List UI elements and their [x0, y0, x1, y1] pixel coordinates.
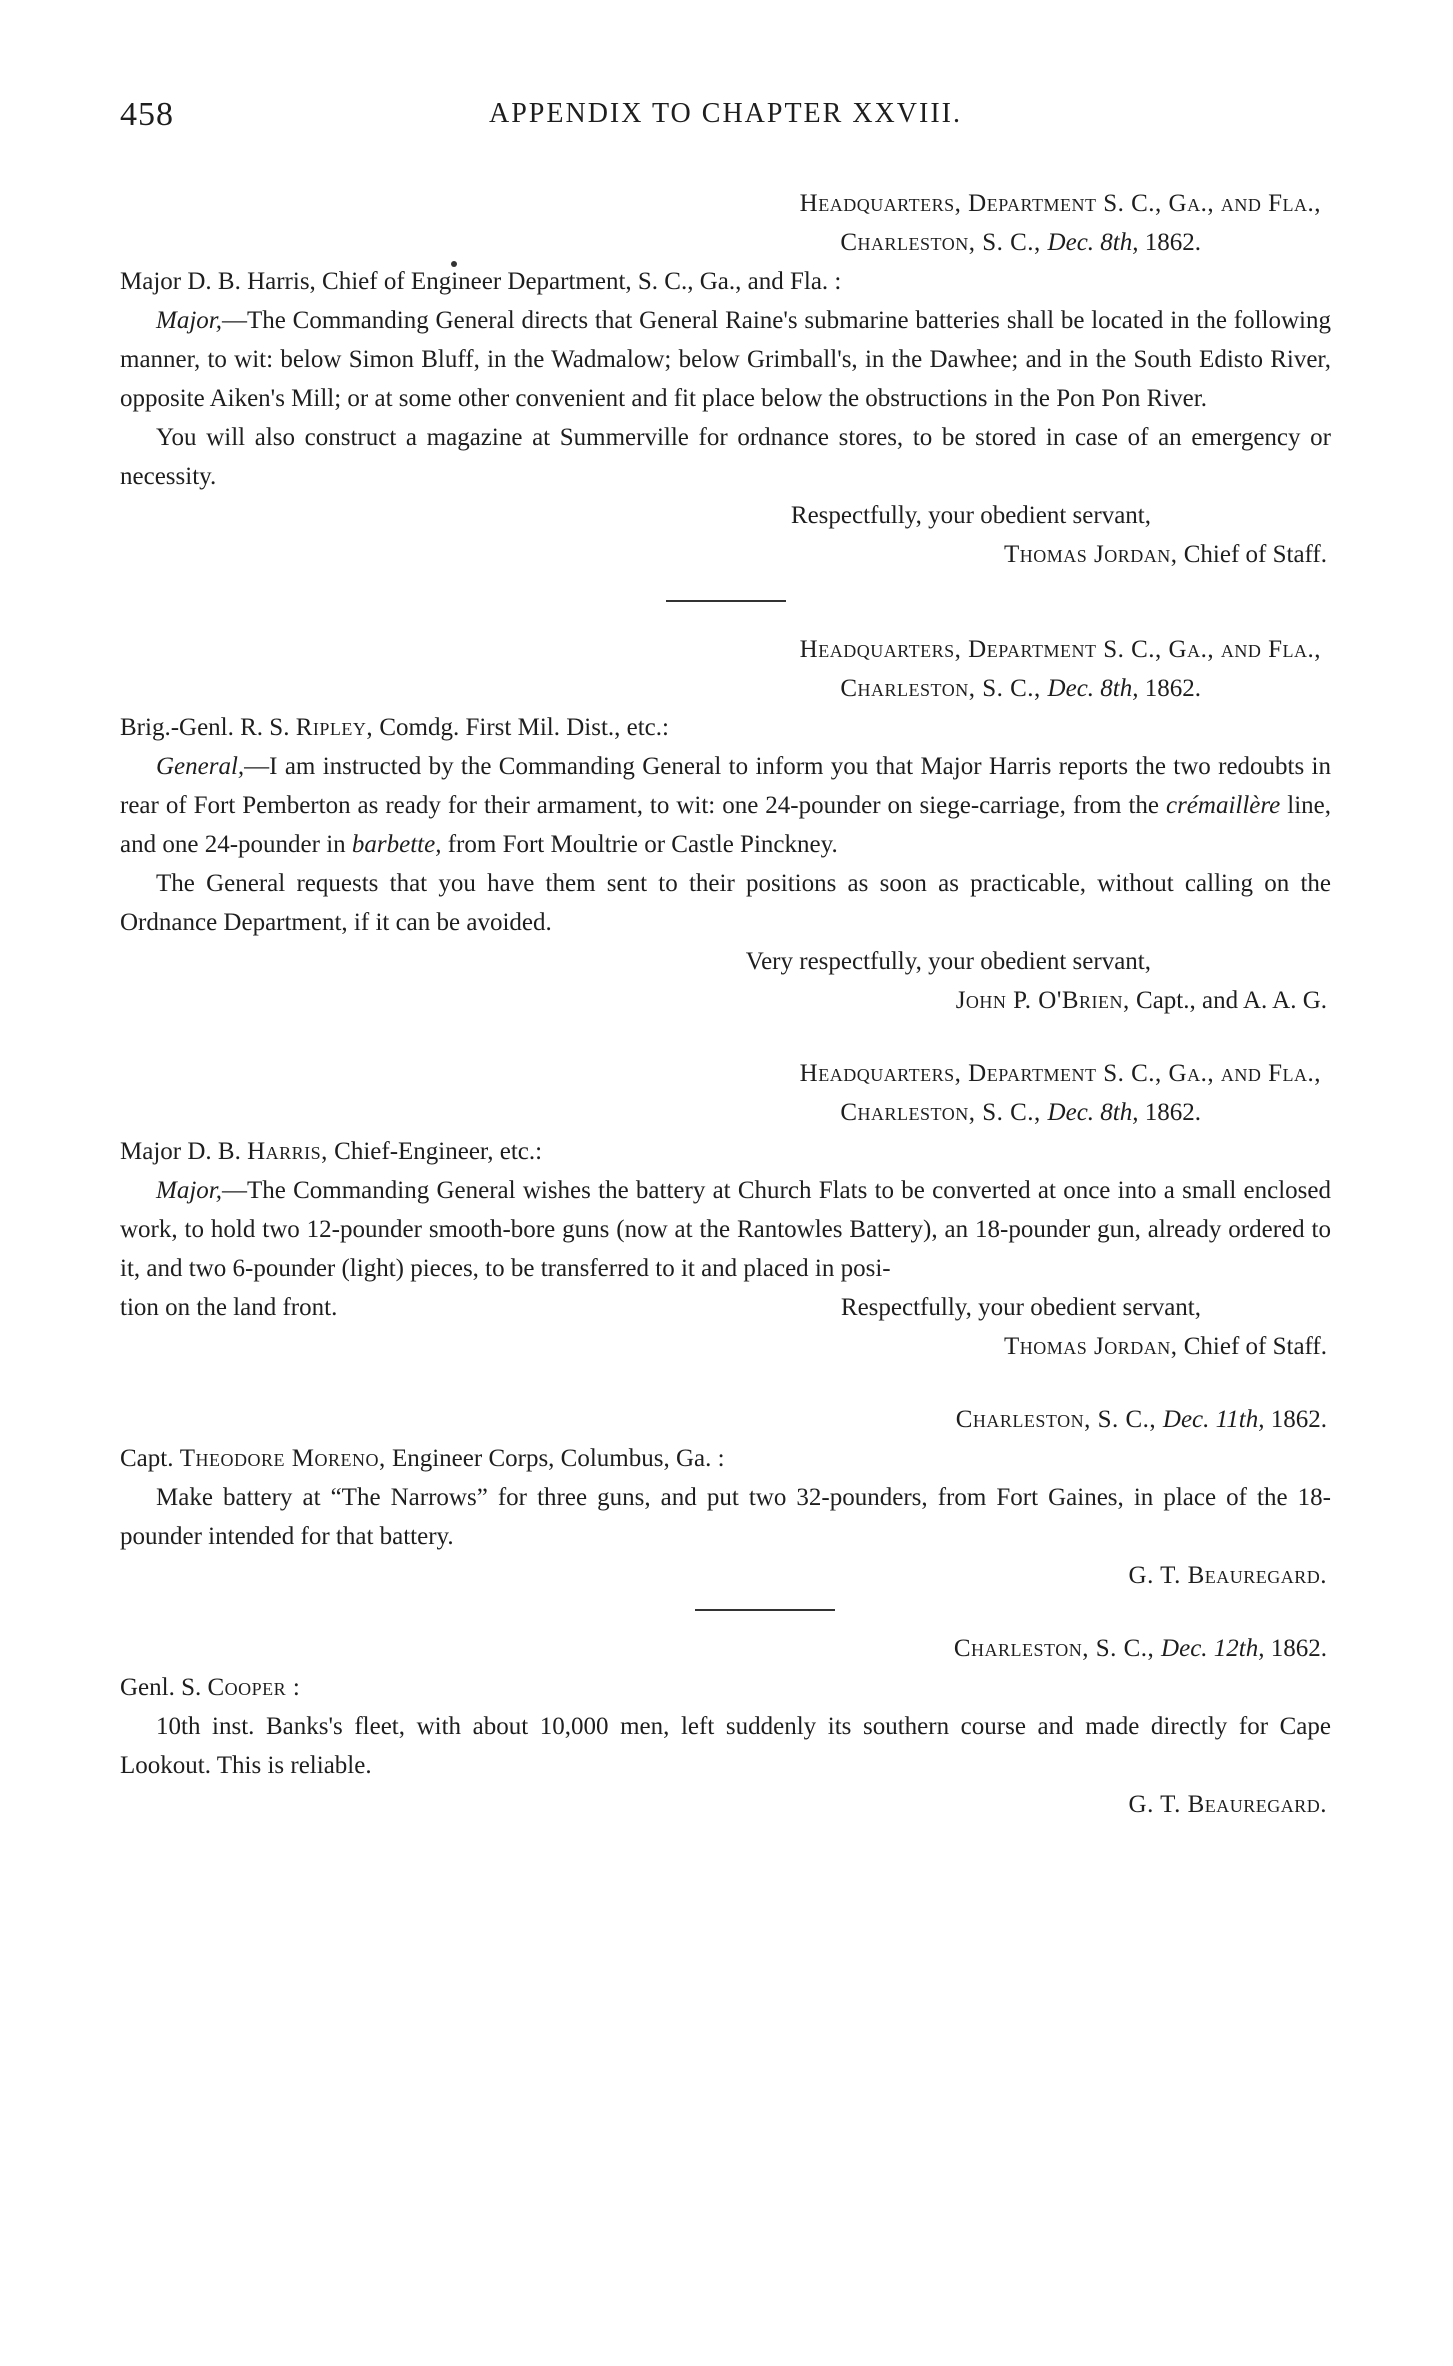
letter-addressee: Major D. B. Harris, Chief of Engineer Department, S. C., Ga., and Fla. :	[120, 268, 842, 295]
letter-signature: G. T. Beauregard.	[1128, 1791, 1327, 1818]
letter-place-date: Charleston, S. C., Dec. 8th, 1862.	[840, 229, 1201, 256]
section-gap	[120, 1366, 1331, 1400]
letter-3	[120, 1054, 1331, 1366]
letter-place-date: Charleston, S. C., Dec. 8th, 1862.	[840, 1099, 1201, 1126]
letter-5	[120, 1629, 1331, 1824]
letter-closing: Respectfully, your obedient servant,	[840, 1294, 1201, 1321]
section-gap	[120, 1020, 1331, 1054]
letter-body: General,—I am instructed by the Commanding General to inform you that Major Harris reports the two redoubts in rear of Fort Pemberton as ready for their armament, to wit: one 24-pounder on siege-carriage, from the crémaillère line, and one 24-pounder in barbette, from Fort Moultrie or Castle Pinckney.	[120, 753, 1331, 858]
letter-body-end: tion on the land front.	[120, 1294, 338, 1321]
letter-signature: Thomas Jordan, Chief of Staff.	[1003, 541, 1327, 568]
letter-signature: Thomas Jordan, Chief of Staff.	[1003, 1333, 1327, 1360]
letter-body: The General requests that you have them sent to their positions as soon as practicable, without calling on the Ordnance Department, if it can be avoided.	[120, 870, 1331, 936]
letters	[120, 184, 1331, 1824]
letter-body: Major,—The Commanding General wishes the battery at Church Flats to be converted at once into a small enclosed work, to hold two 12-pounder smooth-bore guns (now at the Rantowles Battery), an 18-pounder gun, already ordered to it, and two 6-pounder (light) pieces, to be transferred to it and placed in posi-	[120, 1177, 1331, 1282]
letter-heading: Headquarters, Department S. C., Ga., and Fla.,	[799, 190, 1321, 217]
letter-closing-line	[120, 1288, 1331, 1327]
letter-place-date: Charleston, S. C., Dec. 12th, 1862.	[953, 1635, 1327, 1662]
letter-body: Major,—The Commanding General directs that General Raine's submarine batteries shall be located in the following manner, to wit: below Simon Bluff, in the Wadmalow; below Grimball's, in the Dawhee; and in the South Edisto River, opposite Aiken's Mill; or at some other convenient and fit place below the obstructions in the Pon Pon River.	[120, 307, 1331, 412]
letter-4	[120, 1400, 1331, 1595]
letter-place-date: Charleston, S. C., Dec. 11th, 1862.	[955, 1406, 1327, 1433]
letter-addressee: Major D. B. Harris, Chief-Engineer, etc.:	[120, 1138, 543, 1165]
letter-place-date: Charleston, S. C., Dec. 8th, 1862.	[840, 675, 1201, 702]
letter-2	[120, 630, 1331, 1020]
letter-body: You will also construct a magazine at Summerville for ordnance stores, to be stored in case of an emergency or necessity.	[120, 424, 1331, 490]
section-divider	[666, 600, 786, 602]
letter-body: 10th inst. Banks's fleet, with about 10,000 men, left suddenly its southern course and made directly for Cape Lookout. This is reliable.	[120, 1713, 1331, 1779]
letter-addressee: Brig.-Genl. R. S. Ripley, Comdg. First Mil. Dist., etc.:	[120, 714, 669, 741]
letter-closing: Very respectfully, your obedient servant,	[745, 948, 1151, 975]
page-header	[120, 96, 1331, 146]
letter-addressee: Capt. Theodore Moreno, Engineer Corps, Columbus, Ga. :	[120, 1445, 725, 1472]
letter-1	[120, 184, 1331, 574]
section-divider	[695, 1609, 835, 1611]
letter-body: Make battery at “The Narrows” for three guns, and put two 32-pounders, from Fort Gaines, in place of the 18-pounder intended for that battery.	[120, 1484, 1331, 1550]
letter-signature: John P. O'Brien, Capt., and A. A. G.	[955, 987, 1327, 1014]
running-head: APPENDIX TO CHAPTER XXVIII.	[489, 98, 962, 129]
letter-heading: Headquarters, Department S. C., Ga., and Fla.,	[799, 636, 1321, 663]
letter-addressee: Genl. S. Cooper :	[120, 1674, 301, 1701]
letter-closing: Respectfully, your obedient servant,	[790, 502, 1151, 529]
page-number: 458	[120, 96, 174, 133]
letter-heading: Headquarters, Department S. C., Ga., and Fla.,	[799, 1060, 1321, 1087]
letter-signature: G. T. Beauregard.	[1128, 1562, 1327, 1589]
